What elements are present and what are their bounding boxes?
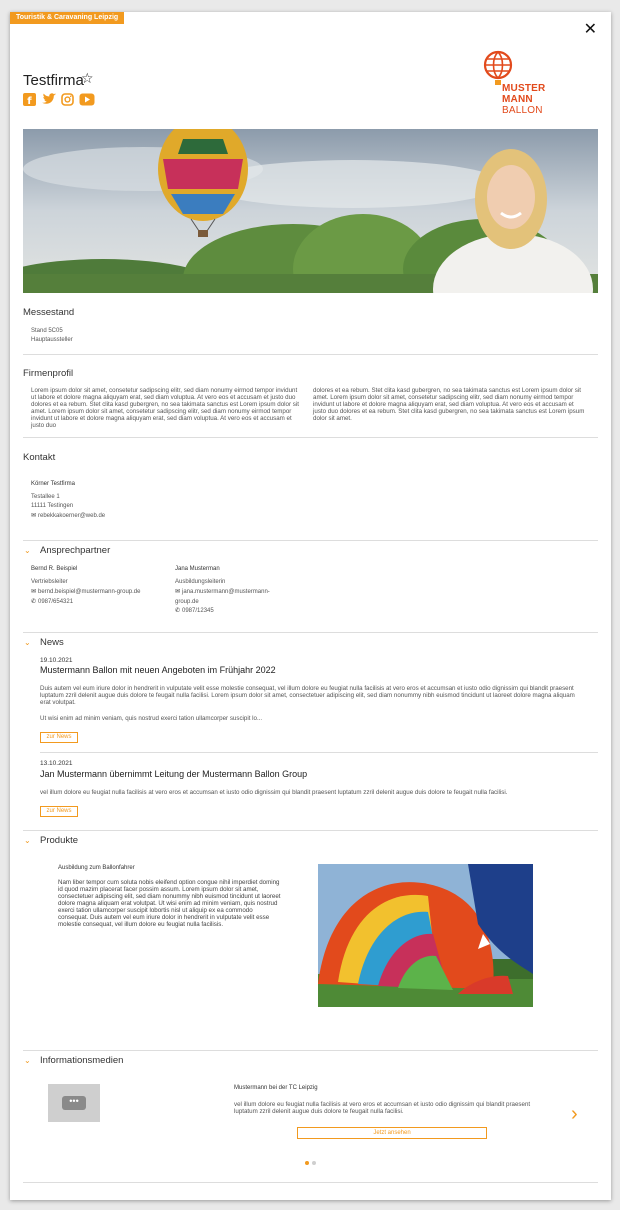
envelope-icon: ✉ <box>31 513 37 519</box>
divider <box>23 437 598 438</box>
person-name: Bernd R. Beispiel <box>31 566 78 572</box>
news-headline[interactable]: Mustermann Ballon mit neuen Angeboten im Frühjahr 2022 <box>40 665 276 675</box>
divider <box>23 632 598 633</box>
news-button[interactable]: zur News <box>40 806 78 817</box>
person-name: Jana Musterman <box>175 566 220 572</box>
svg-text:f: f <box>27 96 32 106</box>
news-text: vel illum dolore eu feugiat nulla facilisis at vero eros et accumsan et iusto odio dignissim qui blandit praesent luptatum zzril delenit augue duis dolore te feugait nulla facilisi. <box>40 789 508 796</box>
logo-text: MUSTER MANN BALLON <box>502 83 546 116</box>
contact-city: 11111 Testingen <box>31 503 74 509</box>
chevron-right-icon[interactable]: › <box>571 1103 578 1125</box>
contact-email[interactable]: rebekkakoerner@web.de <box>38 513 106 519</box>
company-logo <box>480 50 560 126</box>
phone-icon: ✆ <box>175 608 181 614</box>
section-title-firmenprofil: Firmenprofil <box>23 368 74 379</box>
divider <box>40 752 598 753</box>
news-button[interactable]: zur News <box>40 732 78 743</box>
carousel-dot-active[interactable] <box>305 1161 309 1165</box>
chevron-down-icon[interactable]: ⌄ <box>24 836 31 845</box>
hero-image <box>23 129 598 293</box>
exhibitor-type: Hauptaussteller <box>31 337 73 343</box>
media-title: Mustermann bei der TC Leipzig <box>234 1085 318 1091</box>
person-phone-row[interactable]: ✆ 0987/12345 <box>175 608 214 614</box>
product-image <box>318 864 533 1007</box>
phone-icon: ✆ <box>31 599 37 605</box>
section-title-messestand: Messestand <box>23 307 75 318</box>
chevron-down-icon[interactable]: ⌄ <box>24 638 31 647</box>
section-title-produkte[interactable]: Produkte <box>40 835 79 846</box>
person-phone-row[interactable]: ✆ 0987/654321 <box>31 599 74 605</box>
stand-number: Stand 5C05 <box>31 328 63 334</box>
news-text-more: Ut wisi enim ad minim veniam, quis nostrud exerci tation ullamcorper suscipit lo... <box>40 715 263 722</box>
exhibitor-modal <box>10 12 611 1200</box>
divider <box>23 1050 598 1051</box>
person-email-row[interactable]: ✉ jana.mustermann@mustermann- <box>175 589 270 595</box>
person-email-row[interactable]: ✉ bernd.beispiel@mustermann-group.de <box>31 589 141 595</box>
news-headline[interactable]: Jan Mustermann übernimmt Leitung der Mustermann Ballon Group <box>40 769 308 779</box>
envelope-icon: ✉ <box>175 589 181 595</box>
divider <box>23 354 598 355</box>
contact-street: Testallee 1 <box>31 494 60 500</box>
close-icon[interactable]: ✕ <box>583 21 597 38</box>
section-title-news[interactable]: News <box>40 637 64 648</box>
company-profile-col2: dolores et ea rebum. Stet clita kasd gubergren, no sea takimata sanctus est Lorem ipsum dolor sit amet. Lorem ipsum dolor sit amet, consetetur sadipscing elitr, sed diam nonumy eirmod tempor invidunt ut labore et dolore magna aliquyam erat, sed diam voluptua. At vero eos et accusam et justo duo dolores et ea rebum. Stet clita kasd gubergren, no sea takimata sanctus est Lorem ipsum dolor sit amet. <box>313 387 585 422</box>
person-role: Vertriebsleiter <box>31 579 68 585</box>
divider <box>23 830 598 831</box>
twitter-icon[interactable] <box>41 92 57 106</box>
event-badge: Touristik & Caravaning Leipzig <box>10 12 124 24</box>
news-date: 13.10.2021 <box>40 760 73 767</box>
product-text: Nam liber tempor cum soluta nobis eleifend option congue nihil imperdiet doming id quod mazim placerat facer possim assum. Lorem ipsum dolor sit amet, consectetuer adipiscing elit, sed diam nonummy nibh euismod tincidunt ut laoreet dolore magna aliquam erat volutpat. Ut wisi enim ad minim veniam, quis nostrud exerci tation ullamcorper suscipit lobortis nisl ut aliquip ex ea commodo consequat. Duis autem vel eum iriure dolor in hendrerit in vulputate velit esse molestie consequat, vel illum dolore eu feugiat nulla facilisis. <box>58 879 281 928</box>
facebook-icon[interactable] <box>23 93 36 106</box>
media-thumbnail[interactable] <box>48 1084 100 1122</box>
news-date: 19.10.2021 <box>40 657 73 664</box>
company-profile-col1: Lorem ipsum dolor sit amet, consetetur sadipscing elitr, sed diam nonumy eirmod tempor invidunt ut labore et dolore magna aliquyam erat, sed diam voluptua. At vero eos et accusam et justo duo dolores et ea rebum. Stet clita kasd gubergren, no sea takimata sanctus est Lorem ipsum dolor sit amet. Lorem ipsum dolor sit amet, consetetur sadipscing elitr, sed diam nonumy eirmod tempor invidunt ut labore et dolore magna aliquyam erat, sed diam voluptua. At vero eos et accusam et justo duo <box>31 387 299 429</box>
contact-name: Körner Testfirma <box>31 481 75 487</box>
watch-now-button[interactable]: Jetzt ansehen <box>297 1127 487 1139</box>
section-title-informationsmedien[interactable]: Informationsmedien <box>40 1055 124 1066</box>
media-text: vel illum dolore eu feugiat nulla facilisis at vero eros et accumsan et iusto odio dignissim qui blandit praesent luptatum zzril delenit augue duis dolore te feugait nulla facilisi. <box>234 1101 531 1115</box>
youtube-icon[interactable] <box>79 93 95 106</box>
company-name: Testfirma <box>23 72 84 89</box>
chevron-down-icon[interactable]: ⌄ <box>24 546 31 555</box>
instagram-icon[interactable] <box>61 93 74 106</box>
envelope-icon: ✉ <box>31 589 37 595</box>
favorite-star-icon[interactable]: ☆ <box>81 70 94 86</box>
section-title-ansprechpartner[interactable]: Ansprechpartner <box>40 545 111 556</box>
person-email-cont[interactable]: group.de <box>175 599 199 605</box>
person-role: Ausbildungsleiterin <box>175 579 226 585</box>
divider <box>23 540 598 541</box>
divider <box>23 1182 598 1183</box>
contact-email-row[interactable] <box>31 512 105 520</box>
chevron-down-icon[interactable]: ⌄ <box>24 1056 31 1065</box>
product-name: Ausbildung zum Ballonfahrer <box>58 865 135 871</box>
carousel-dot[interactable] <box>312 1161 316 1165</box>
section-title-kontakt: Kontakt <box>23 452 56 463</box>
news-text: Duis autem vel eum iriure dolor in hendrerit in vulputate velit esse molestie consequat, vel illum dolore eu feugiat nulla facilisis at vero eros et accumsan et iusto odio dignissim qui blandit praesent luptatum zzril delenit augue duis dolore te feugait nulla facilisi. Lorem ipsum dolor sit amet, consectetuer adipiscing elit, sed diam nonummy nibh euismod tincidunt ut laoreet dolore magna aliquam erat volutpat. <box>40 685 575 706</box>
more-icon: ••• <box>62 1096 86 1110</box>
